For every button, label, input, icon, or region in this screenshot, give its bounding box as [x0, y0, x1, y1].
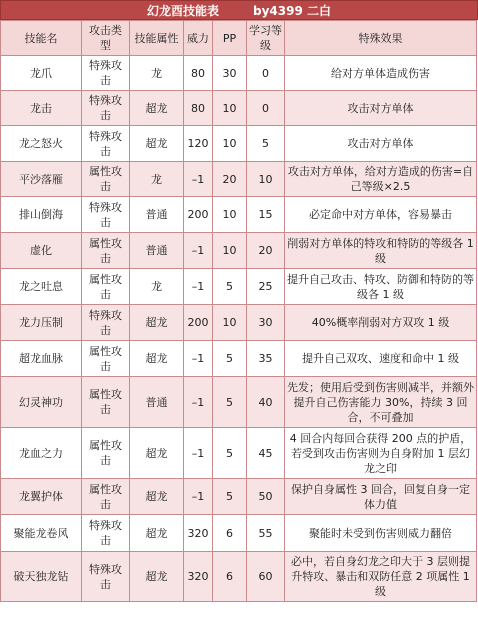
table-row	[1, 428, 477, 479]
cell-attack-type: 属性攻击	[82, 428, 130, 479]
cell-special-effect: 聚能时未受到伤害则威力翻倍	[285, 515, 477, 552]
cell-power: –1	[184, 377, 213, 428]
cell-pp: 5	[213, 479, 247, 515]
cell-skill-name: 排山倒海	[1, 197, 82, 233]
cell-pp: 5	[213, 341, 247, 377]
cell-attack-type: 特殊攻击	[82, 126, 130, 162]
header-pp: PP	[213, 21, 247, 56]
skill-table	[0, 20, 477, 602]
table-row	[1, 197, 477, 233]
cell-special-effect: 攻击对方单体，给对方造成的伤害=自己等级×2.5	[285, 162, 477, 197]
cell-special-effect: 削弱对方单体的特攻和特防的等级各 1 级	[285, 233, 477, 269]
cell-pp: 10	[213, 126, 247, 162]
cell-skill-attr: 龙	[130, 269, 184, 305]
table-row	[1, 56, 477, 91]
cell-skill-name: 龙击	[1, 91, 82, 126]
cell-special-effect: 提升自己攻击、特攻、防御和特防的等级各 1 级	[285, 269, 477, 305]
cell-skill-attr: 龙	[130, 162, 184, 197]
cell-skill-name: 幻灵神功	[1, 377, 82, 428]
cell-skill-attr: 超龙	[130, 91, 184, 126]
table-row	[1, 91, 477, 126]
cell-learn-level: 15	[247, 197, 285, 233]
cell-skill-name: 超龙血脉	[1, 341, 82, 377]
cell-special-effect: 攻击对方单体	[285, 126, 477, 162]
cell-learn-level: 55	[247, 515, 285, 552]
cell-pp: 10	[213, 233, 247, 269]
cell-pp: 5	[213, 377, 247, 428]
cell-learn-level: 25	[247, 269, 285, 305]
table-row	[1, 162, 477, 197]
table-header-row	[1, 21, 477, 56]
cell-learn-level: 5	[247, 126, 285, 162]
cell-skill-attr: 超龙	[130, 126, 184, 162]
table-row	[1, 341, 477, 377]
cell-attack-type: 属性攻击	[82, 233, 130, 269]
cell-skill-attr: 龙	[130, 56, 184, 91]
cell-attack-type: 属性攻击	[82, 269, 130, 305]
cell-attack-type: 特殊攻击	[82, 305, 130, 341]
cell-special-effect: 40%概率削弱对方双攻 1 级	[285, 305, 477, 341]
cell-skill-attr: 超龙	[130, 515, 184, 552]
cell-pp: 10	[213, 91, 247, 126]
cell-special-effect: 保护自身属性 3 回合，回复自身一定体力值	[285, 479, 477, 515]
cell-special-effect: 必定命中对方单体，容易暴击	[285, 197, 477, 233]
cell-pp: 20	[213, 162, 247, 197]
header-attack-type: 攻击类型	[82, 21, 130, 56]
cell-pp: 10	[213, 305, 247, 341]
cell-skill-attr: 超龙	[130, 428, 184, 479]
cell-skill-name: 龙血之力	[1, 428, 82, 479]
cell-skill-name: 平沙落雁	[1, 162, 82, 197]
cell-learn-level: 0	[247, 56, 285, 91]
cell-special-effect: 攻击对方单体	[285, 91, 477, 126]
cell-special-effect: 必中，若自身幻龙之印大于 3 层则提升特攻、暴击和双防任意 2 项属性 1 级	[285, 552, 477, 602]
cell-special-effect: 给对方单体造成伤害	[285, 56, 477, 91]
cell-attack-type: 属性攻击	[82, 479, 130, 515]
cell-learn-level: 10	[247, 162, 285, 197]
cell-power: 80	[184, 91, 213, 126]
cell-skill-name: 龙爪	[1, 56, 82, 91]
header-skill-attr: 技能属性	[130, 21, 184, 56]
cell-skill-attr: 超龙	[130, 341, 184, 377]
table-row	[1, 479, 477, 515]
cell-power: –1	[184, 233, 213, 269]
cell-learn-level: 50	[247, 479, 285, 515]
cell-learn-level: 35	[247, 341, 285, 377]
table-row	[1, 269, 477, 305]
cell-skill-name: 龙之怒火	[1, 126, 82, 162]
cell-pp: 6	[213, 515, 247, 552]
header-skill-name: 技能名	[1, 21, 82, 56]
cell-pp: 30	[213, 56, 247, 91]
cell-attack-type: 属性攻击	[82, 377, 130, 428]
cell-attack-type: 属性攻击	[82, 162, 130, 197]
cell-pp: 6	[213, 552, 247, 602]
cell-pp: 5	[213, 269, 247, 305]
cell-attack-type: 特殊攻击	[82, 56, 130, 91]
cell-attack-type: 特殊攻击	[82, 197, 130, 233]
table-row	[1, 233, 477, 269]
cell-attack-type: 特殊攻击	[82, 91, 130, 126]
cell-learn-level: 20	[247, 233, 285, 269]
cell-attack-type: 特殊攻击	[82, 552, 130, 602]
table-row	[1, 377, 477, 428]
cell-attack-type: 特殊攻击	[82, 515, 130, 552]
cell-skill-attr: 超龙	[130, 479, 184, 515]
cell-power: –1	[184, 428, 213, 479]
cell-special-effect: 提升自己双攻、速度和命中 1 级	[285, 341, 477, 377]
cell-skill-attr: 超龙	[130, 552, 184, 602]
cell-skill-name: 破天独龙钻	[1, 552, 82, 602]
cell-learn-level: 60	[247, 552, 285, 602]
table-row	[1, 552, 477, 602]
cell-skill-attr: 超龙	[130, 305, 184, 341]
cell-skill-name: 龙力压制	[1, 305, 82, 341]
table-title: 幻龙酉技能表	[146, 4, 219, 18]
cell-special-effect: 4 回合内每回合获得 200 点的护盾，若受到攻击伤害则为自身附加 1 层幻龙之印	[285, 428, 477, 479]
table-row	[1, 126, 477, 162]
header-learn-level: 学习等级	[247, 21, 285, 56]
cell-learn-level: 30	[247, 305, 285, 341]
header-special-effect: 特殊效果	[285, 21, 477, 56]
table-title-bar	[0, 0, 478, 20]
cell-skill-attr: 普通	[130, 377, 184, 428]
table-author: by4399 二白	[253, 4, 331, 18]
cell-power: –1	[184, 269, 213, 305]
cell-power: 200	[184, 197, 213, 233]
cell-learn-level: 0	[247, 91, 285, 126]
cell-skill-attr: 普通	[130, 197, 184, 233]
cell-learn-level: 45	[247, 428, 285, 479]
cell-skill-name: 龙翼护体	[1, 479, 82, 515]
cell-power: 320	[184, 515, 213, 552]
cell-skill-name: 虚化	[1, 233, 82, 269]
cell-skill-attr: 普通	[130, 233, 184, 269]
cell-pp: 10	[213, 197, 247, 233]
cell-skill-name: 龙之吐息	[1, 269, 82, 305]
cell-power: 200	[184, 305, 213, 341]
cell-power: 120	[184, 126, 213, 162]
table-row	[1, 515, 477, 552]
cell-skill-name: 聚能龙卷风	[1, 515, 82, 552]
header-power: 威力	[184, 21, 213, 56]
cell-pp: 5	[213, 428, 247, 479]
cell-power: –1	[184, 341, 213, 377]
cell-power: 80	[184, 56, 213, 91]
cell-learn-level: 40	[247, 377, 285, 428]
cell-power: –1	[184, 479, 213, 515]
cell-power: 320	[184, 552, 213, 602]
cell-special-effect: 先发；使用后受到伤害则减半，并额外提升自己伤害能力 30%，持续 3 回合，不可叠加	[285, 377, 477, 428]
cell-attack-type: 属性攻击	[82, 341, 130, 377]
cell-power: –1	[184, 162, 213, 197]
table-row	[1, 305, 477, 341]
